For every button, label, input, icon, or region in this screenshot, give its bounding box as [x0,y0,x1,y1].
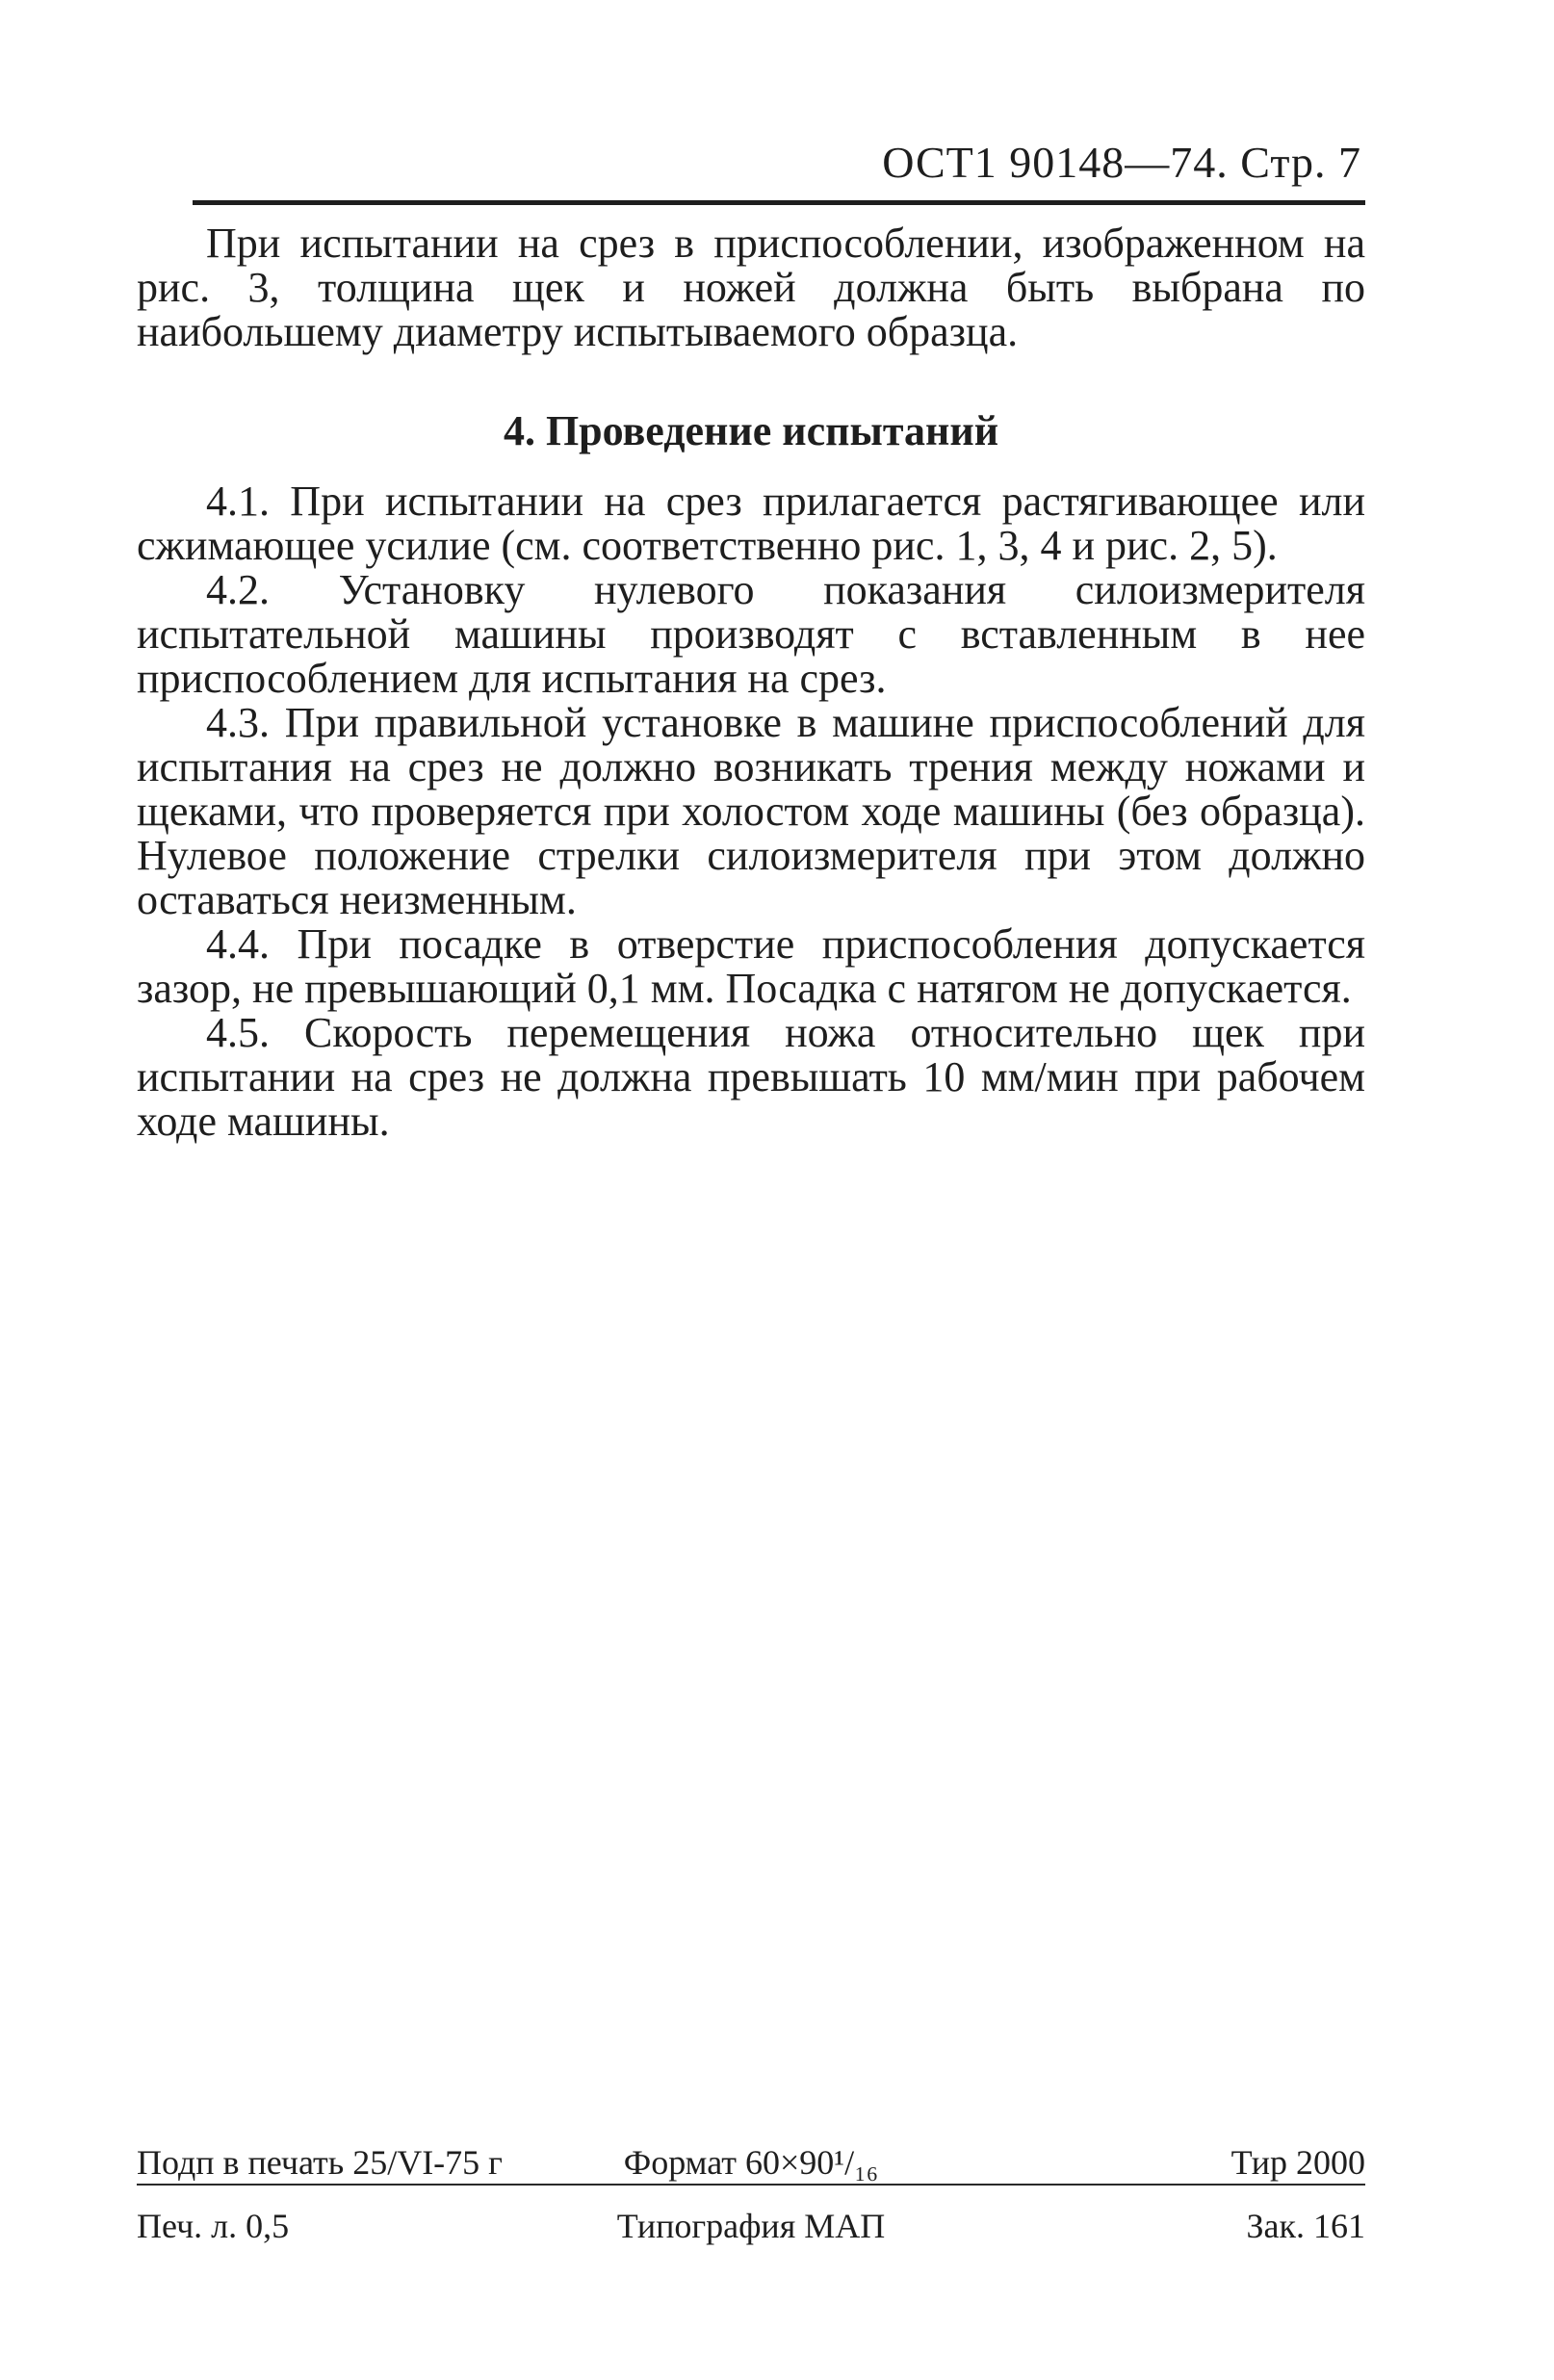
clause-4-4: 4.4. При посадке в отверстие приспособления допускается зазор, не превышающий 0,1 мм. Посадка с натягом не допускается. [137,920,1365,1012]
section-title: 4. Проведение испытаний [503,407,999,454]
print-signed-date: Подп в печать 25/VI-75 г [137,2143,503,2182]
order-number: Зак. 161 [1246,2207,1365,2245]
printing-house: Типография МАП [616,2207,886,2245]
clause-4-3: 4.3. При правильной установке в машине приспособлений для испытания на срез не должно возникать трения между ножами и щеками, что проверяется при холостом ходе машины (без образца). Нулевое положение стрелки силоизмерителя при этом должно оставаться неизменным. [137,699,1365,923]
printed-sheets: Печ. л. 0,5 [137,2207,290,2245]
clause-4-5: 4.5. Скорость перемещения ножа относительно щек при испытании на срез не должна превышать 10 мм/мин при рабочем ходе машины. [137,1009,1365,1145]
standard-page-title: ОСТ1 90148—74. Стр. 7 [882,138,1361,187]
print-run: Тир 2000 [1230,2143,1365,2182]
page-header [193,125,1365,205]
clause-4-1: 4.1. При испытании на срез прилагается растягивающее или сжимающее усилие (см. соответственно рис. 1, 3, 4 и рис. 2, 5). [137,478,1365,569]
paper-format: Формат 60×90¹/₁₆ [623,2143,879,2182]
clause-4-2: 4.2. Установку нулевого показания силоизмерителя испытательной машины производят с вставленным в нее приспособлением для испытания на срез. [137,566,1365,702]
footer-top-rule [137,2184,1365,2186]
section-items [137,479,1365,1144]
intro-paragraph: При испытании на срез в приспособлении, изображенном на рис. 3, толщина щек и ножей должна быть выбрана по наибольшему диаметру испытываемого образца. [137,220,1365,355]
